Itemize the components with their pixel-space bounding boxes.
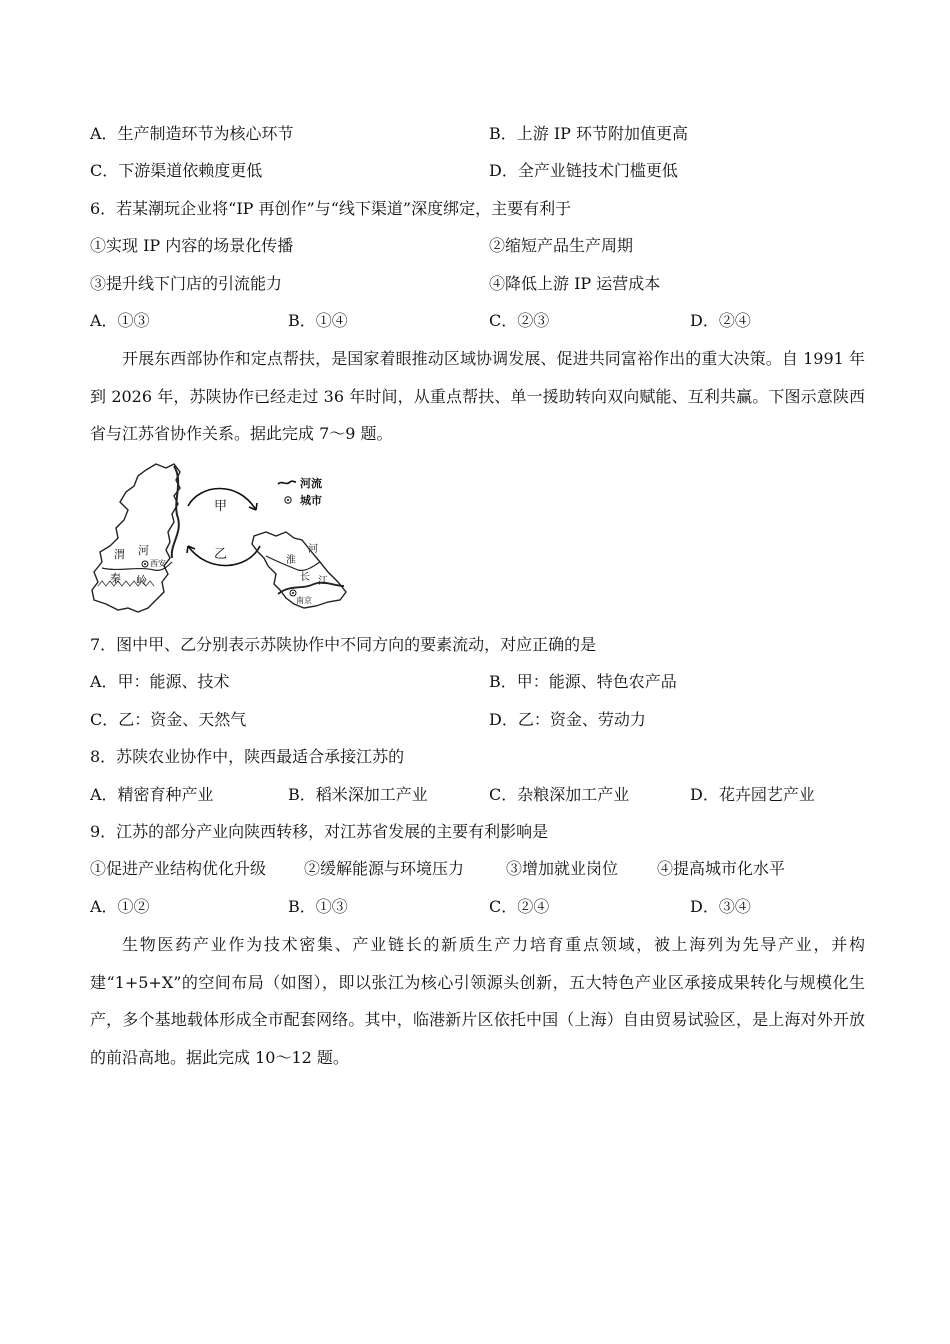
arrow-bottom-label: 乙 bbox=[214, 547, 228, 562]
xian-label: 西安 bbox=[150, 559, 166, 568]
q6-item-1: ①实现 IP 内容的场景化传播 bbox=[90, 236, 294, 255]
legend-city-label: 城市 bbox=[300, 494, 322, 507]
chang-label: 长 bbox=[300, 572, 310, 583]
q9-item-4: ④提高城市化水平 bbox=[657, 859, 786, 878]
cooperation-map bbox=[88, 462, 350, 615]
passage-biomedicine: 生物医药产业作为技术密集、产业链长的新质生产力培育重点领域，被上海列为先导产业，并构建“1+5+X”的空间布局（如图），即以张江为核心引领源头创新，五大特色产业区承接成果转化与规模化生产，多个基地载体形成全市配套网络。其中，临港新片区依托中国（上海）自由贸易试验区，是上海对外开放的前沿高地。据此完成 10～12 题。 bbox=[90, 935, 865, 1067]
q9-option-d: D．③④ bbox=[690, 897, 751, 916]
q9-item-2: ②缓解能源与环境压力 bbox=[304, 859, 465, 878]
legend-river-icon bbox=[278, 481, 296, 484]
q9-option-c: C．②④ bbox=[489, 897, 550, 916]
q6-stem: 6．若某潮玩企业将“IP 再创作”与“线下渠道”深度绑定，主要有利于 bbox=[90, 199, 572, 218]
wei-label: 渭 bbox=[114, 548, 125, 561]
q7-option-c: C．乙：资金、天然气 bbox=[90, 710, 247, 729]
jiang-label: 江 bbox=[318, 576, 328, 587]
q6-item-2: ②缩短产品生产周期 bbox=[489, 236, 634, 255]
ling-label: 岭 bbox=[136, 574, 147, 587]
legend-river-label: 河流 bbox=[300, 477, 322, 490]
qin-label: 秦 bbox=[110, 572, 121, 585]
q9-stem: 9．江苏的部分产业向陕西转移，对江苏省发展的主要有利影响是 bbox=[90, 822, 549, 841]
he-label: 河 bbox=[138, 544, 149, 557]
q5-option-b: B．上游 IP 环节附加值更高 bbox=[489, 124, 689, 143]
q9-item-1: ①促进产业结构优化升级 bbox=[90, 859, 267, 878]
q9-option-a: A．①② bbox=[90, 897, 150, 916]
q6-option-d: D．②④ bbox=[690, 311, 751, 330]
he2-label: 河 bbox=[308, 544, 318, 555]
nanjing-label: 南京 bbox=[296, 596, 312, 605]
q8-option-c: C．杂粮深加工产业 bbox=[489, 785, 630, 804]
q5-option-d: D．全产业链技术门槛更低 bbox=[489, 161, 678, 180]
shaanxi-outline bbox=[92, 464, 180, 612]
q6-option-a: A．①③ bbox=[90, 311, 150, 330]
q8-option-b: B．稻米深加工产业 bbox=[288, 785, 428, 804]
q8-option-a: A．精密育种产业 bbox=[90, 785, 214, 804]
q7-option-a: A．甲：能源、技术 bbox=[90, 672, 230, 691]
passage-suxi-cooperation: 开展东西部协作和定点帮扶，是国家着眼推动区域协调发展、促进共同富裕作出的重大决策。自 1991 年到 2026 年，苏陕协作已经走过 36 年时间，从重点帮扶、单一援助转向双向赋能、互利共赢。下图示意陕西省与江苏省协作关系。据此完成 7～9 题。 bbox=[90, 349, 865, 443]
q7-stem: 7．图中甲、乙分别表示苏陕协作中不同方向的要素流动，对应正确的是 bbox=[90, 635, 597, 654]
q8-stem: 8．苏陕农业协作中，陕西最适合承接江苏的 bbox=[90, 747, 405, 766]
q7-option-b: B．甲：能源、特色农产品 bbox=[489, 672, 677, 691]
q9-option-b: B．①③ bbox=[288, 897, 348, 916]
q6-item-4: ④降低上游 IP 运营成本 bbox=[489, 274, 661, 293]
q5-option-c: C．下游渠道依赖度更低 bbox=[90, 161, 263, 180]
huai-label: 淮 bbox=[286, 555, 296, 566]
arrow-top-label: 甲 bbox=[214, 499, 228, 514]
q9-item-3: ③增加就业岗位 bbox=[506, 859, 619, 878]
q6-item-3: ③提升线下门店的引流能力 bbox=[90, 274, 283, 293]
yangtze-river bbox=[278, 583, 344, 594]
q6-option-b: B．①④ bbox=[288, 311, 348, 330]
q7-option-d: D．乙：资金、劳动力 bbox=[489, 710, 646, 729]
q8-option-d: D．花卉园艺产业 bbox=[690, 785, 815, 804]
q5-option-a: A．生产制造环节为核心环节 bbox=[90, 124, 294, 143]
q6-option-c: C．②③ bbox=[489, 311, 550, 330]
